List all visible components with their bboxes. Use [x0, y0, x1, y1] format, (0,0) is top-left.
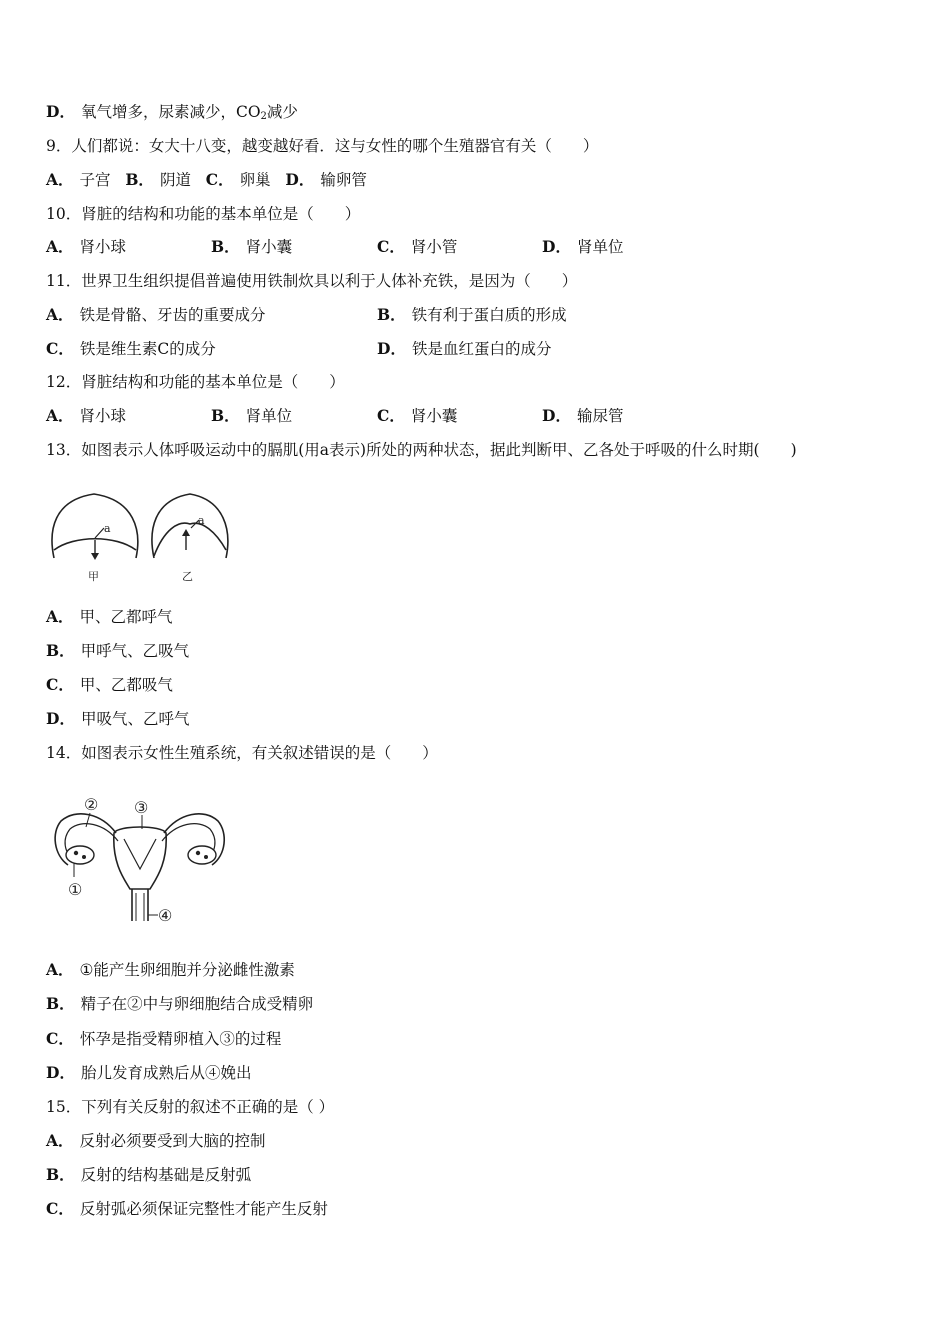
q10-option-b: B． 肾小囊: [211, 237, 293, 256]
q12-option-a: A． 肾小球: [46, 406, 127, 425]
reproductive-system-figure: [46, 793, 236, 928]
marker-3: ③: [134, 798, 149, 817]
marker-2: ②: [84, 795, 99, 814]
q14-option-c: C． 怀孕是指受精卵植入③的过程: [46, 1029, 282, 1048]
caption-yi: 乙: [182, 570, 193, 582]
q14-option-d: D． 胎儿发育成熟后从④娩出: [46, 1063, 252, 1082]
q13-option-c: C． 甲、乙都吸气: [46, 675, 173, 694]
q14-stem: 14．如图表示女性生殖系统，有关叙述错误的是（ ）: [46, 744, 438, 762]
diaphragm-state-jia: [52, 494, 138, 582]
q10-option-c: C． 肾小管: [377, 237, 458, 256]
q10-option-a: A． 肾小球: [46, 237, 127, 256]
q9-stem: 9．人们都说：女大十八变，越变越好看．这与女性的哪个生殖器官有关（ ）: [46, 137, 599, 155]
caption-jia: 甲: [88, 570, 99, 582]
label-a-left: a: [104, 522, 111, 535]
q15-option-c: C． 反射弧必须保证完整性才能产生反射: [46, 1199, 328, 1218]
q12-option-b: B． 肾单位: [211, 406, 293, 425]
q12-option-c: C． 肾小囊: [377, 406, 458, 425]
q10-option-d: D． 肾单位: [542, 237, 624, 256]
q11-option-d: D． 铁是血红蛋白的成分: [377, 339, 552, 358]
q14-option-a: A． ①能产生卵细胞并分泌雌性激素: [46, 960, 295, 979]
q13-stem: 13．如图表示人体呼吸运动中的膈肌(用a表示)所处的两种状态，据此判断甲、乙各处于呼吸的什么时期( ): [46, 441, 797, 459]
q11-option-c: C． 铁是维生素C的成分: [46, 339, 216, 358]
q15-stem: 15．下列有关反射的叙述不正确的是（ ）: [46, 1098, 335, 1116]
q15-option-a: A． 反射必须要受到大脑的控制: [46, 1131, 266, 1150]
q14-option-b: B． 精子在②中与卵细胞结合成受精卵: [46, 994, 314, 1013]
q11-option-b: B． 铁有利于蛋白质的形成: [377, 305, 567, 324]
marker-4: ④: [158, 906, 173, 925]
marker-1: ①: [68, 880, 83, 899]
q13-option-a: A． 甲、乙都呼气: [46, 607, 173, 626]
q8-option-d: D． 氧气增多，尿素减少，$CO_2$减少: [46, 102, 298, 122]
diaphragm-state-yi: [152, 494, 228, 582]
q13-option-d: D． 甲吸气、乙呼气: [46, 709, 190, 728]
q12-option-d: D． 输尿管: [542, 406, 624, 425]
q12-stem: 12．肾脏结构和功能的基本单位是（ ）: [46, 373, 345, 391]
q11-option-a: A． 铁是骨骼、牙齿的重要成分: [46, 305, 266, 324]
q9-options: A． 子宫 B． 阴道 C． 卵巢 D． 输卵管: [46, 170, 367, 189]
q13-option-b: B． 甲呼气、乙吸气: [46, 641, 190, 660]
q11-stem: 11．世界卫生组织提倡普遍使用铁制炊具以利于人体补充铁，是因为（ ）: [46, 272, 578, 290]
label-a-right: a: [198, 514, 205, 527]
q15-option-b: B． 反射的结构基础是反射弧: [46, 1165, 252, 1184]
diaphragm-figure: [46, 490, 232, 582]
q10-stem: 10．肾脏的结构和功能的基本单位是（ ）: [46, 205, 361, 223]
